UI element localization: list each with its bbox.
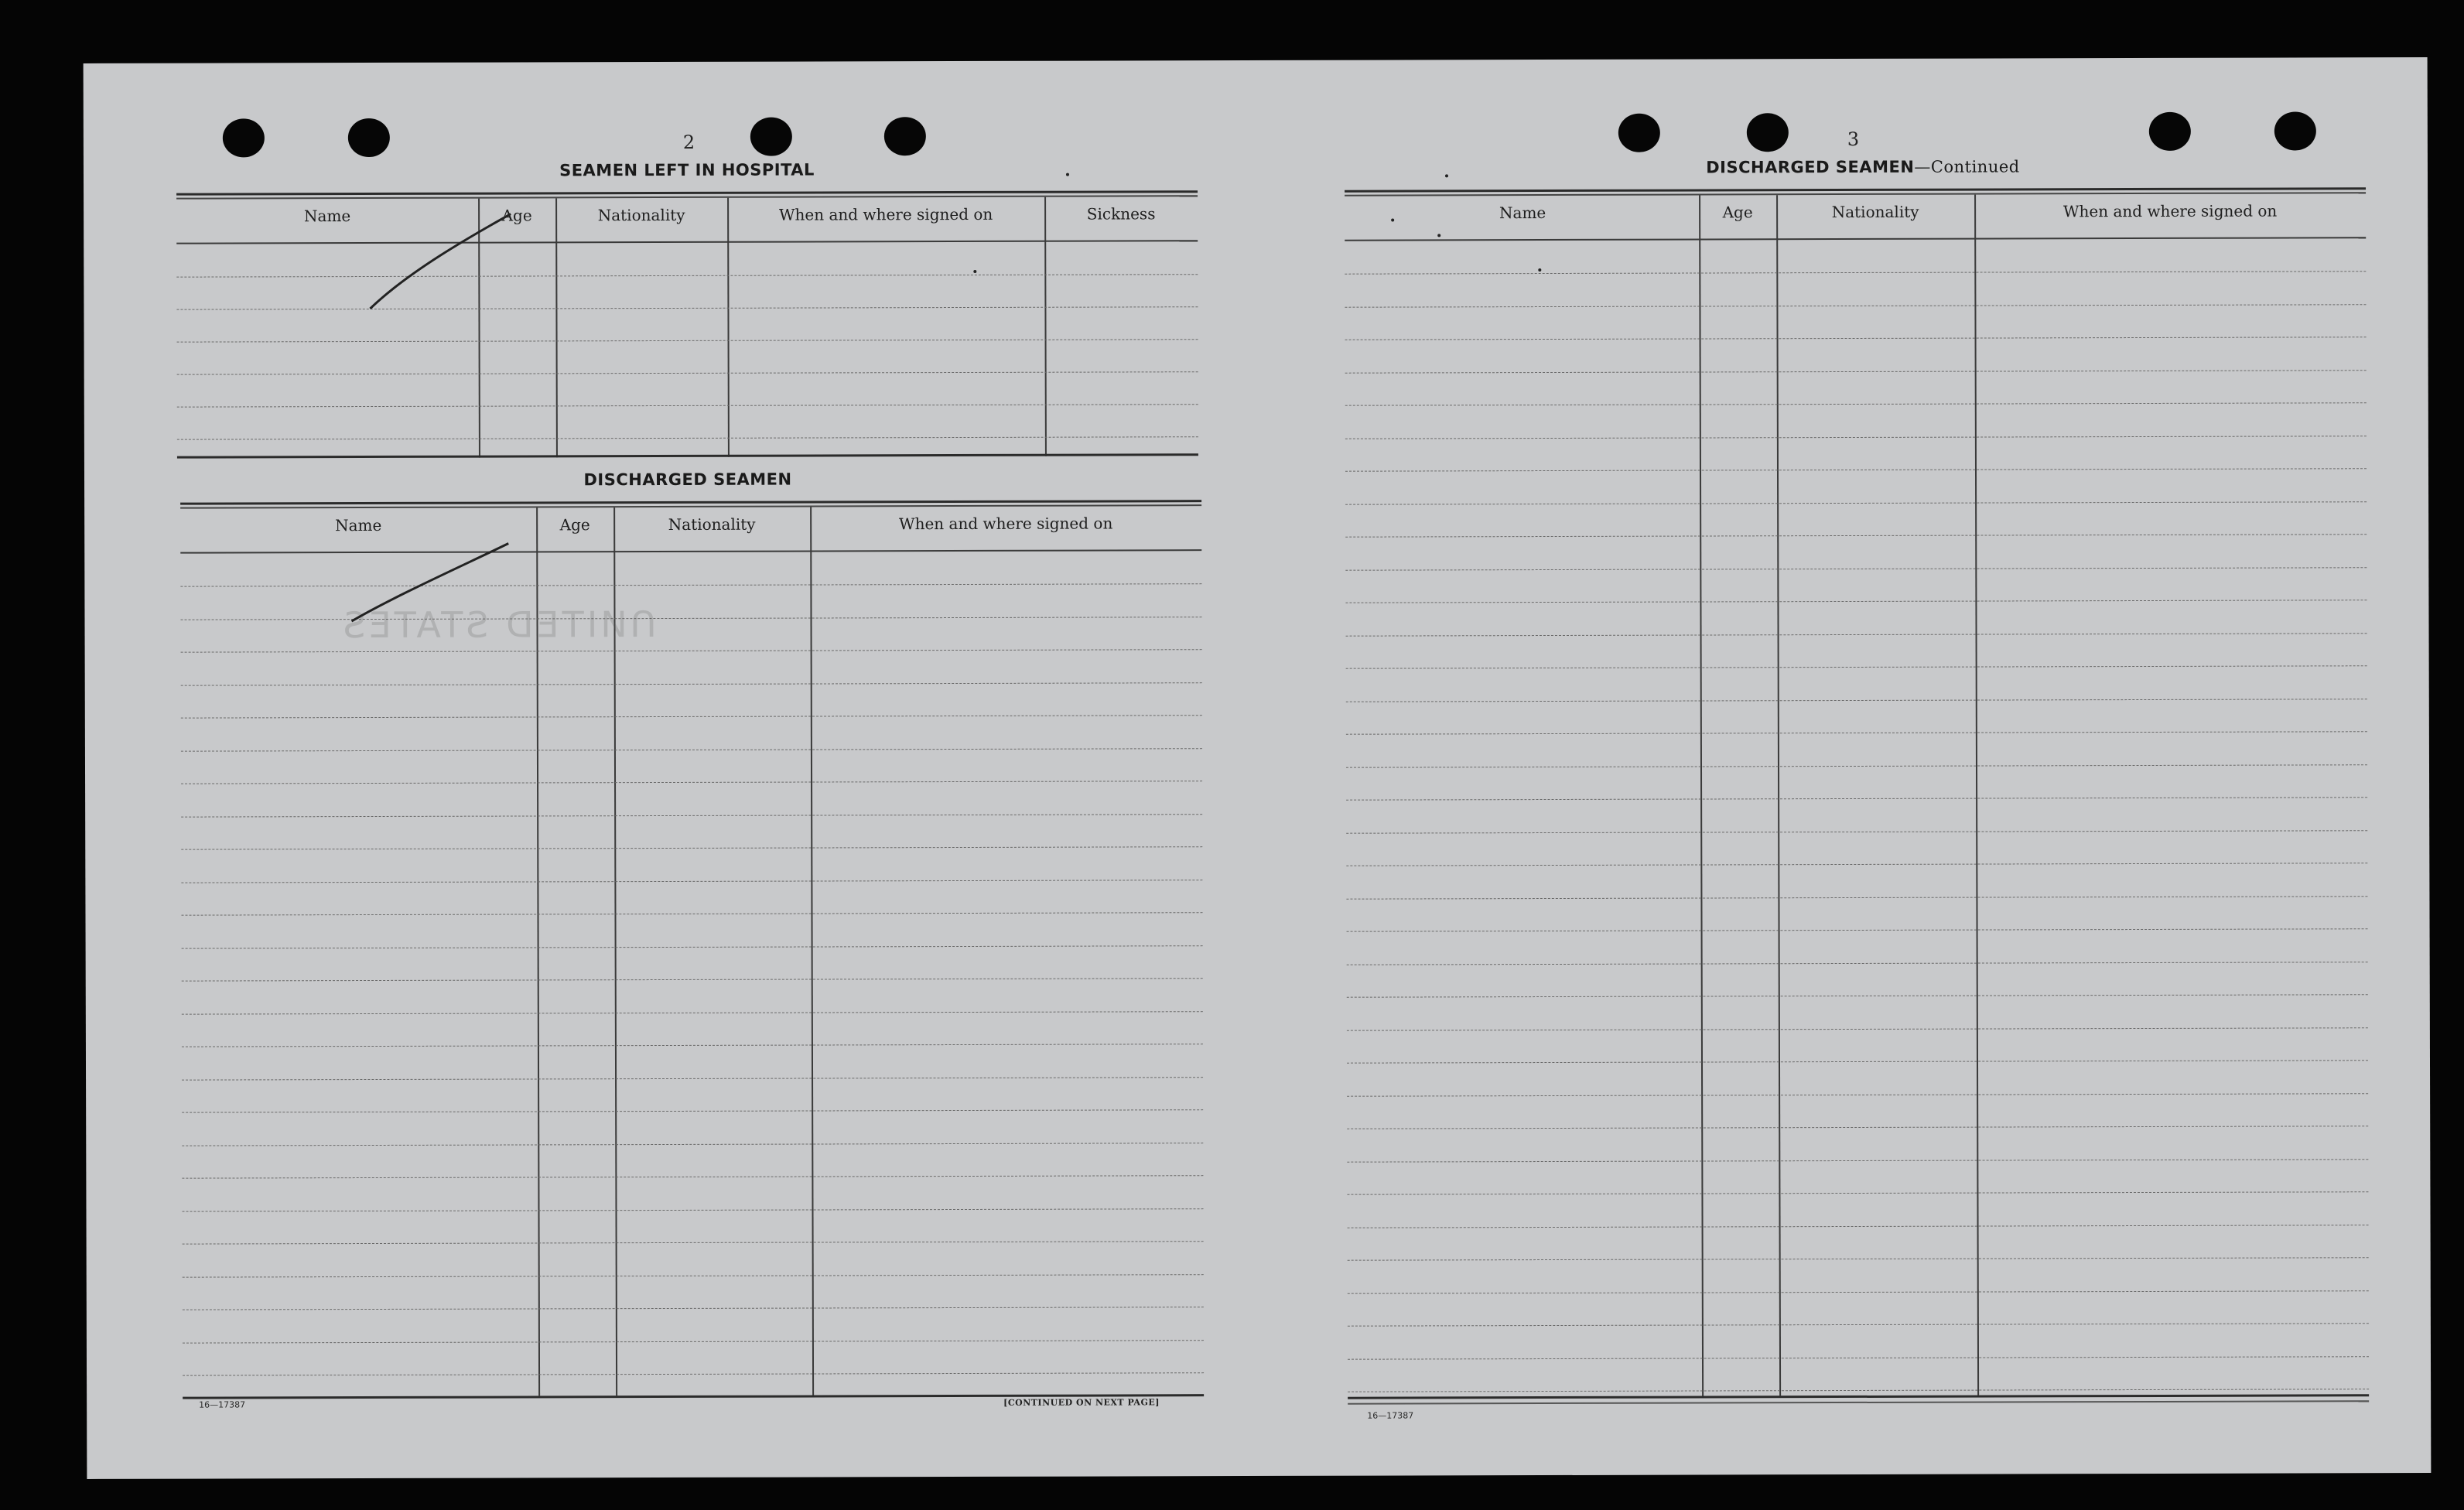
col-header-age: Age <box>559 515 590 535</box>
ruling-line <box>1347 1060 2368 1063</box>
continued-suffix: —Continued <box>1914 157 2020 176</box>
ruling-line <box>1346 699 2367 702</box>
ruling-line <box>1345 370 2367 373</box>
ruling-line <box>1348 1356 2369 1359</box>
col-header-nationality: Nationality <box>668 514 756 534</box>
ruling-line <box>1348 1323 2369 1326</box>
ink-speck <box>973 270 976 273</box>
ruling-line <box>1347 1027 2368 1030</box>
form-code-left: 16—17387 <box>199 1399 246 1410</box>
col-header-signed-on: When and where signed on <box>898 514 1113 534</box>
col-header-signed-on: When and where signed on <box>778 204 993 224</box>
ruling-line <box>1345 436 2367 439</box>
col-header-nationality: Nationality <box>1831 202 1919 222</box>
ruling-line <box>1345 534 2367 537</box>
ruling-line <box>1347 1126 2368 1129</box>
ruling-line <box>1348 1389 2369 1392</box>
page-number-right: 3 <box>1847 128 1860 150</box>
ink-speck <box>1445 174 1448 177</box>
form-sheet <box>84 57 2432 1479</box>
discharged-continued-table <box>1345 187 2369 1412</box>
ruling-line <box>1345 567 2367 570</box>
col-header-age: Age <box>501 206 532 225</box>
discharged-title-text: DISCHARGED SEAMEN <box>1706 157 1915 177</box>
col-header-name: Name <box>335 515 382 535</box>
col-header-sickness: Sickness <box>1086 204 1156 224</box>
ruling-line <box>1345 402 2367 405</box>
hospital-section-title: SEAMEN LEFT IN HOSPITAL <box>559 160 815 180</box>
ink-speck <box>1066 173 1069 176</box>
ruling-line <box>1347 928 2368 931</box>
ruling-line <box>1346 830 2367 833</box>
ruling-line <box>1345 271 2366 274</box>
col-header-signed-on: When and where signed on <box>2062 201 2278 221</box>
ruling-line <box>1345 304 2366 307</box>
ruling-line <box>1346 665 2367 668</box>
ruling-line <box>1345 468 2367 471</box>
ruling-line <box>1345 501 2367 504</box>
ink-speck <box>1391 219 1394 222</box>
form-code-right: 16—17387 <box>1367 1410 1414 1421</box>
ruling-line <box>1347 962 2368 965</box>
ruling-line <box>1346 731 2367 734</box>
ink-speck <box>1538 268 1541 272</box>
ruling-line <box>1347 1191 2368 1194</box>
ruling-line <box>1345 600 2367 603</box>
ruling-line <box>1346 633 2367 636</box>
faded-stamp-impression: ꓵИITED STATES <box>340 603 657 647</box>
col-header-name: Name <box>303 207 351 226</box>
ink-speck <box>1437 234 1440 237</box>
ruling-line <box>1348 1257 2369 1260</box>
ruling-line <box>1347 994 2368 997</box>
ruling-line <box>1348 1290 2369 1293</box>
ruling-line <box>1346 863 2367 866</box>
col-header-age: Age <box>1722 203 1753 222</box>
continued-note: [CONTINUED ON NEXT PAGE] <box>1003 1397 1160 1408</box>
ruling-line <box>1347 1093 2368 1096</box>
col-header-name: Name <box>1499 203 1546 223</box>
discharged-continued-title <box>1631 157 2095 177</box>
ruling-line <box>1345 337 2367 340</box>
discharged-section-title: DISCHARGED SEAMEN <box>583 470 792 490</box>
ruling-line <box>1347 1159 2368 1162</box>
ruling-line <box>1346 764 2367 767</box>
col-header-nationality: Nationality <box>597 205 685 225</box>
ruling-line <box>1346 797 2367 800</box>
ruling-line <box>1348 1225 2369 1228</box>
ruling-line <box>1346 896 2367 899</box>
page-number-left: 2 <box>682 131 695 153</box>
